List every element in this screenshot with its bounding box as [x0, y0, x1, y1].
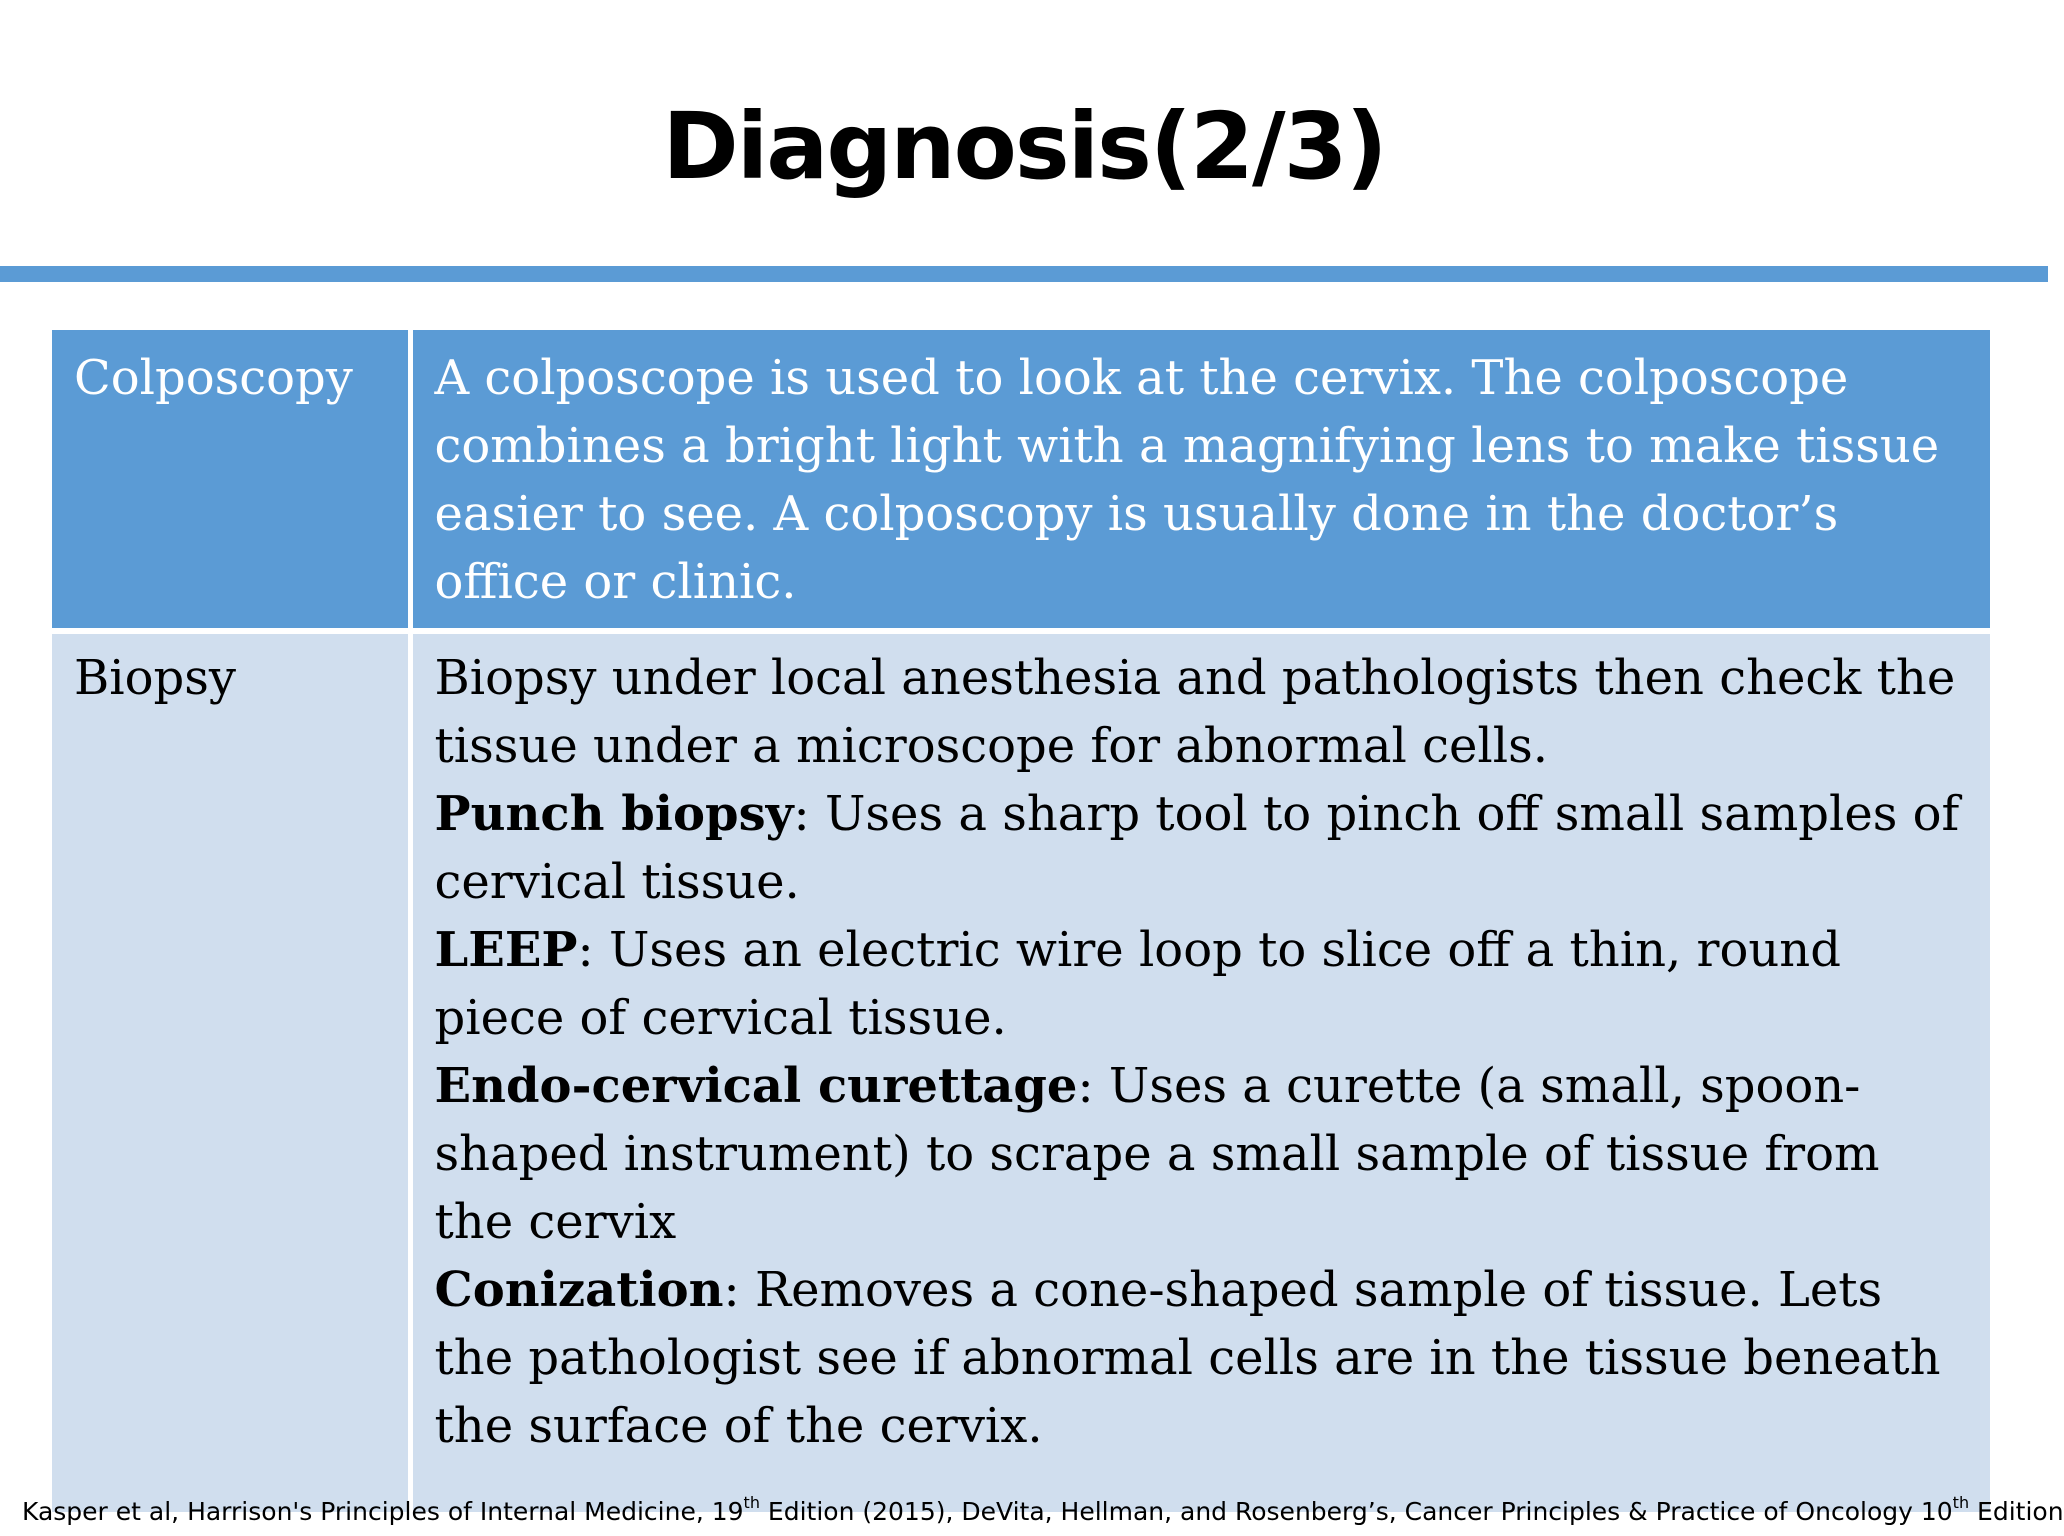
citation-footer — [22, 1493, 2064, 1530]
citation-text: Edition (2015), DeVita, Hellman, and Rosenberg’s, Cancer Principles & Practice of Oncology 10 — [759, 1497, 1953, 1526]
diagnosis-table — [52, 330, 1990, 1512]
procedure-term: Punch biopsy — [434, 786, 794, 842]
term-cell: Colposcopy — [52, 330, 410, 631]
procedure-term: Conization — [434, 1262, 724, 1318]
description-cell — [410, 631, 1990, 1512]
procedure-description: : Removes a cone-shaped sample of tissue. Lets the pathologist see if abnormal cells are in the tissue beneath the surface of the cervix. — [434, 1262, 1941, 1454]
description-cell: A colposcope is used to look at the cervix. The colposcope combines a bright light with a magnifying lens to make tissue easier to see. A colposcopy is usually done in the doctor’s office or clinic. — [410, 330, 1990, 631]
table-row-colposcopy — [52, 330, 1990, 631]
list-item — [435, 916, 1971, 1052]
citation-superscript: th — [1952, 1493, 1970, 1512]
biopsy-intro: Biopsy under local anesthesia and pathologists then check the tissue under a microscope for abnormal cells. — [434, 650, 1956, 774]
list-item — [435, 780, 1971, 916]
term-cell: Biopsy — [52, 631, 410, 1512]
citation-text: Kasper et al, Harrison's Principles of Internal Medicine, 19 — [22, 1497, 744, 1526]
procedure-description: : Uses a sharp tool to pinch off small samples of cervical tissue. — [434, 786, 1960, 910]
list-item — [435, 1256, 1971, 1460]
procedure-description: : Uses a curette (a small, spoon-shaped instrument) to scrape a small sample of tissue from the cervix — [434, 1058, 1880, 1250]
procedure-term: Endo-cervical curettage — [434, 1058, 1078, 1114]
list-item — [435, 1052, 1971, 1256]
table-row-biopsy — [52, 631, 1990, 1512]
procedure-term: LEEP — [434, 922, 578, 978]
citation-superscript: th — [743, 1493, 760, 1512]
procedure-description: : Uses an electric wire loop to slice off a thin, round piece of cervical tissue. — [434, 922, 1841, 1046]
slide-title: Diagnosis(2/3) — [662, 93, 1386, 200]
citation-text: Edition — [1969, 1497, 2064, 1526]
accent-divider — [0, 266, 2048, 282]
